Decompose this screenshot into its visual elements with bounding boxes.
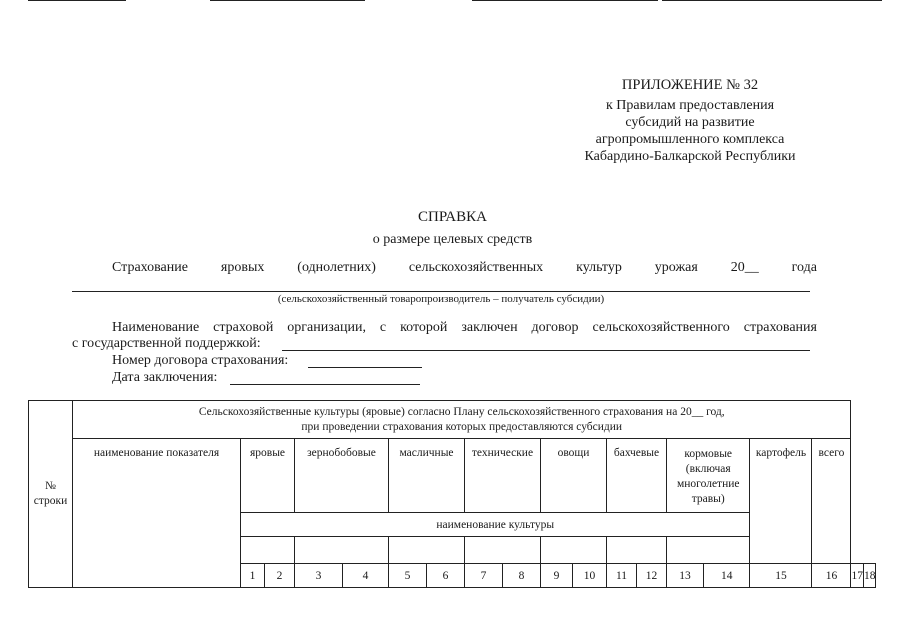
top-rule xyxy=(472,0,658,1)
top-rule xyxy=(210,0,365,1)
group-header: бахчевые xyxy=(607,439,667,513)
empty-cell xyxy=(389,537,465,564)
insurance-word: сельскохозяйственных xyxy=(408,260,544,275)
empty-cell xyxy=(541,537,607,564)
appendix-line: к Правилам предоставления xyxy=(605,98,775,113)
group-header: яровые xyxy=(241,439,295,513)
column-number: 14 xyxy=(703,564,750,588)
crops-header-line1: Сельскохозяйственные культуры (яровые) согласно Плану сельскохозяйственного страхования на 20__ год, xyxy=(198,405,725,418)
column-number: 10 xyxy=(573,564,607,588)
group-header: технические xyxy=(465,439,541,513)
crops-header xyxy=(73,401,851,439)
org-line-2: с государственной поддержкой: xyxy=(72,336,261,351)
insurance-word: яровых xyxy=(220,260,265,275)
column-number: 6 xyxy=(427,564,465,588)
crops-table xyxy=(28,400,876,588)
column-number: 17 xyxy=(851,564,864,588)
date-fill xyxy=(230,384,420,385)
column-number: 12 xyxy=(637,564,667,588)
column-number: 3 xyxy=(295,564,343,588)
column-number: 7 xyxy=(465,564,503,588)
empty-cell xyxy=(241,537,295,564)
column-number: 1 xyxy=(241,564,265,588)
insurance-line xyxy=(112,260,817,276)
org-line-1: Наименование страховой организации, с которой заключен договор сельскохозяйственного страхования xyxy=(112,320,817,335)
column-number: 18 xyxy=(863,564,876,588)
empty-cell xyxy=(295,537,389,564)
appendix-line: Кабардино-Балкарской Республики xyxy=(584,149,796,164)
group-header: масличные xyxy=(389,439,465,513)
row-no-header: № строки xyxy=(29,401,73,588)
group-header: кормовые (включая многолетние травы) xyxy=(667,439,750,513)
contract-number-fill xyxy=(308,367,422,368)
doc-subtitle: о размере целевых средств xyxy=(372,232,533,247)
doc-title: СПРАВКА xyxy=(418,209,487,225)
producer-caption: (сельскохозяйственный товаропроизводитель – получатель субсидии) xyxy=(277,293,605,305)
crop-name-header: наименование культуры xyxy=(241,513,750,537)
insurance-word: урожая xyxy=(654,260,698,275)
date-label: Дата заключения: xyxy=(112,370,218,385)
top-rule xyxy=(662,0,882,1)
column-number: 11 xyxy=(607,564,637,588)
empty-cell xyxy=(465,537,541,564)
column-number: 15 xyxy=(750,564,812,588)
crops-header-line2: при проведении страхования которых предоставляются субсидии xyxy=(301,420,623,433)
insurance-word: культур xyxy=(576,260,622,275)
group-header: зернобобовые xyxy=(295,439,389,513)
group-header: овощи xyxy=(541,439,607,513)
empty-cell xyxy=(607,537,667,564)
appendix-line: агропромышленного комплекса xyxy=(595,132,785,147)
insurance-word: (однолетних) xyxy=(297,260,376,275)
column-number: 16 xyxy=(812,564,851,588)
appendix-title: ПРИЛОЖЕНИЕ № 32 xyxy=(621,77,759,93)
appendix-block xyxy=(560,77,820,165)
insurance-word: Страхование xyxy=(112,260,188,275)
top-rule xyxy=(28,0,126,1)
insurance-year: 20__ xyxy=(730,260,759,275)
appendix-line: субсидий на развитие xyxy=(625,115,755,130)
column-number: 4 xyxy=(343,564,389,588)
column-number: 5 xyxy=(389,564,427,588)
org-fill-line xyxy=(282,350,810,351)
producer-line xyxy=(72,291,810,292)
potato-header: картофель xyxy=(750,439,812,564)
column-number: 9 xyxy=(541,564,573,588)
empty-cell xyxy=(667,537,750,564)
total-header: всего xyxy=(812,439,851,564)
indicator-header: наименование показателя xyxy=(73,439,241,588)
column-number: 13 xyxy=(667,564,704,588)
insurance-word: года xyxy=(791,260,817,275)
column-number: 2 xyxy=(265,564,295,588)
column-number: 8 xyxy=(503,564,541,588)
contract-number-label: Номер договора страхования: xyxy=(112,353,289,368)
